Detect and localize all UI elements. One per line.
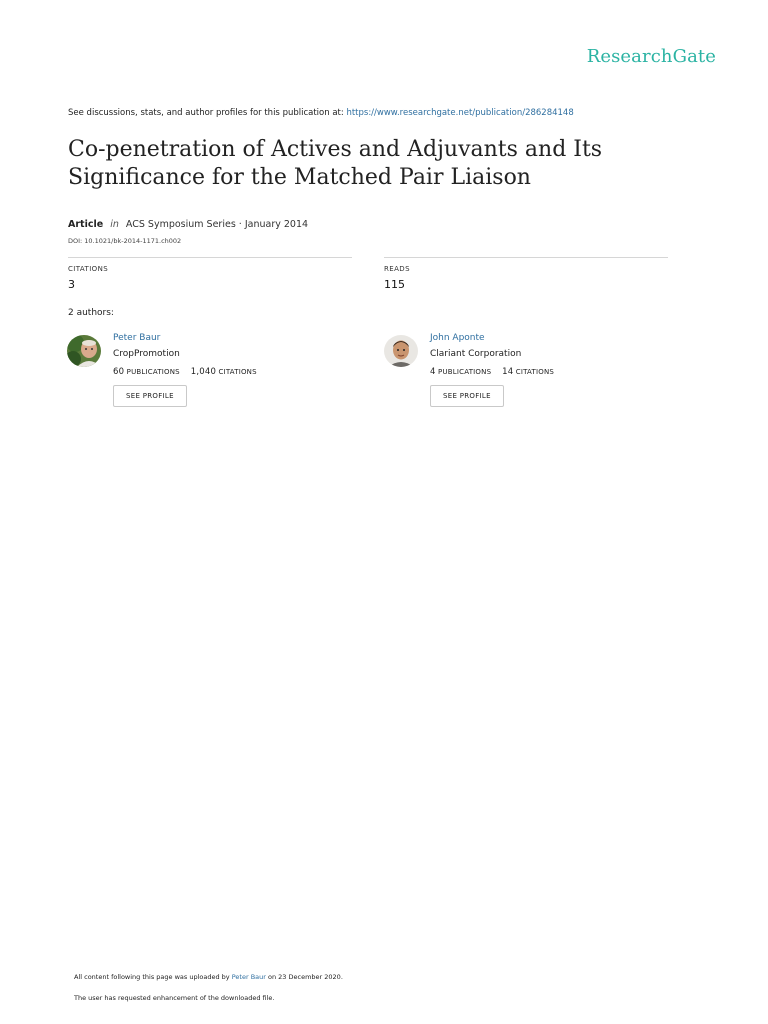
doi: DOI: 10.1021/bk-2014-1171.ch002	[68, 237, 182, 245]
reads-value: 115	[384, 278, 405, 291]
author-stats	[113, 367, 257, 377]
see-profile-button[interactable]: SEE PROFILE	[430, 385, 504, 407]
in-label: in	[110, 219, 119, 230]
publications-count: 60	[113, 367, 125, 377]
person-photo-icon[interactable]	[384, 335, 418, 367]
upload-note	[74, 973, 343, 981]
citations-value: 3	[68, 278, 75, 291]
person-photo-icon[interactable]	[67, 335, 101, 367]
researchgate-logo[interactable]: ResearchGate	[586, 46, 716, 67]
author-citations-label: CITATIONS	[218, 368, 257, 376]
citations-label: CITATIONS	[68, 265, 109, 273]
see-profile-button[interactable]: SEE PROFILE	[113, 385, 187, 407]
author-citations-count: 1,040	[190, 367, 217, 377]
reads-stat	[384, 257, 668, 291]
author-name[interactable]: John Aponte	[430, 333, 485, 343]
author-info	[113, 333, 257, 407]
author-name[interactable]: Peter Baur	[113, 333, 161, 343]
author-citations-count: 14	[502, 367, 514, 377]
uploader-link[interactable]: Peter Baur	[231, 973, 266, 981]
author-stats	[430, 367, 554, 377]
venue-date: ACS Symposium Series · January 2014	[125, 219, 309, 230]
discussion-line	[68, 108, 574, 118]
reads-label: READS	[384, 265, 410, 273]
author-citations-label: CITATIONS	[515, 368, 555, 376]
publication-type: Article	[68, 219, 104, 230]
upload-prefix: All content following this page was uploaded by	[74, 973, 232, 981]
publication-link[interactable]: https://www.researchgate.net/publication/286284148	[346, 108, 574, 118]
publications-label: PUBLICATIONS	[126, 368, 180, 376]
authors-heading: 2 authors:	[68, 308, 114, 318]
enhancement-note: The user has requested enhancement of the downloaded file.	[74, 994, 275, 1002]
publications-count: 4	[430, 367, 436, 377]
publications-label: PUBLICATIONS	[438, 368, 492, 376]
author-institution: Clariant Corporation	[430, 349, 522, 359]
citations-stat	[68, 257, 352, 291]
publication-meta	[68, 219, 308, 230]
author-info	[430, 333, 554, 407]
upload-suffix: on 23 December 2020.	[265, 973, 343, 981]
publication-title: Co-penetration of Actives and Adjuvants and Its Significance for the Matched Pair Liaison	[68, 137, 603, 190]
author-institution: CropPromotion	[113, 349, 180, 359]
discussion-text: See discussions, stats, and author profiles for this publication at:	[68, 108, 347, 118]
